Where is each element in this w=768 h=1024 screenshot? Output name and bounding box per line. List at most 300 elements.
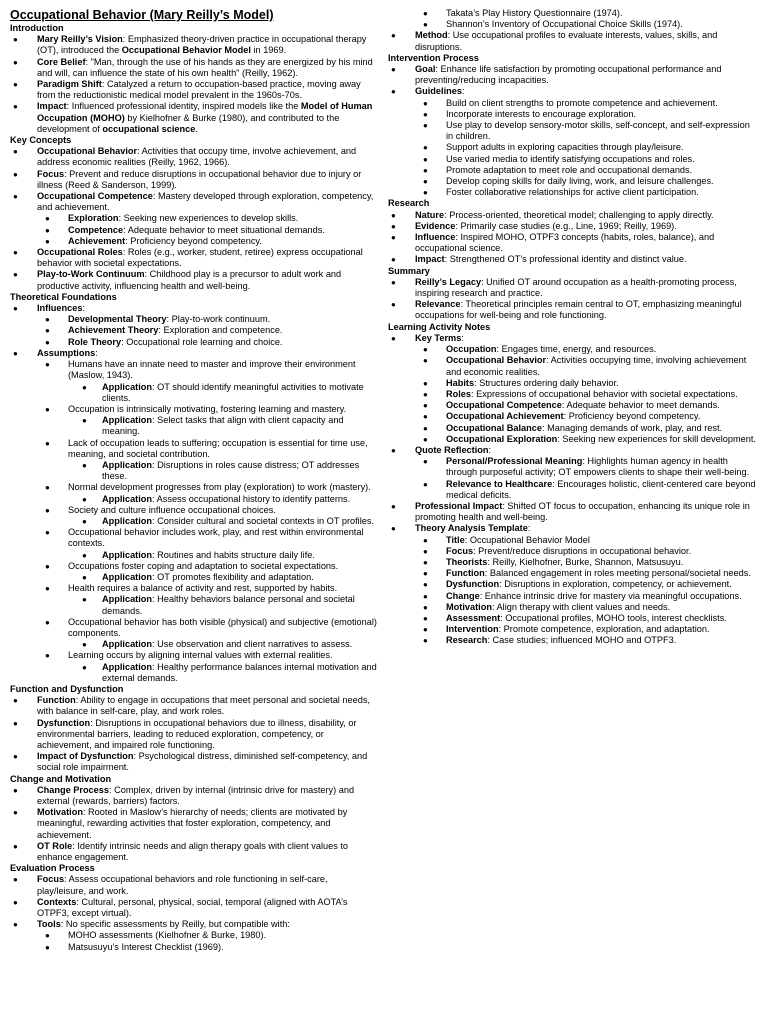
term-label: Reilly’s Legacy — [415, 276, 482, 287]
item-text: : — [95, 347, 98, 358]
bullet-icon: ● — [13, 785, 18, 795]
bullet-icon: ● — [423, 434, 428, 444]
list-item — [388, 333, 758, 344]
item-text: : Consider cultural and societal contexts in OT profiles. — [152, 515, 374, 526]
item-text: : Healthy behaviors balance personal and societal demands. — [102, 594, 355, 616]
item-text: : Promote competence, exploration, and adaptation. — [498, 624, 710, 635]
list-item — [388, 176, 758, 187]
item-text: Incorporate interests to encourage exploration. — [446, 108, 636, 119]
term-label: Focus — [446, 545, 474, 556]
bullet-icon: ● — [82, 572, 87, 582]
item-text: : Cultural, personal, physical, social, temporal (aligned with AOTA’s OTPF3, except virtual). — [37, 896, 348, 919]
list-item — [10, 718, 378, 752]
bullet-icon: ● — [13, 841, 18, 851]
bullet-icon: ● — [13, 752, 18, 762]
section-heading: Theoretical Foundations — [10, 291, 117, 302]
item-text: Normal development progresses from play (exploration) to work (mastery). — [68, 482, 371, 493]
item-text: : Managing demands of work, play, and rest. — [542, 422, 723, 433]
item-text: : Use occupational profiles to evaluate interests, values, skills, and disruptions. — [415, 30, 718, 52]
list-item — [388, 479, 758, 501]
list-item — [10, 751, 378, 773]
item-text: Learning occurs by aligning internal values with external realities. — [68, 650, 333, 661]
item-text: : Disruptions in exploration, competency, or achievement. — [499, 579, 732, 590]
section-heading: Intervention Process — [388, 52, 479, 63]
section-heading: Research — [388, 198, 430, 209]
term-label: Professional Impact — [415, 500, 503, 511]
section-heading: Change and Motivation — [10, 773, 112, 784]
item-text: : Healthy performance balances internal motivation and external demands. — [102, 661, 377, 683]
item-text: : Assess occupational history to identify patterns. — [152, 493, 351, 504]
item-text: : Mastery developed through exploration, competency, and achievement. — [37, 191, 374, 213]
term-label: Application — [102, 381, 153, 392]
term-label: Occupational Achievement — [446, 411, 564, 422]
item-text: : Activities that occupy time, involve achievement, and address economic realities (Reilly, 1962, 1966). — [37, 146, 357, 168]
bullet-icon: ● — [13, 57, 18, 67]
list-item — [388, 221, 758, 232]
bullet-icon: ● — [391, 31, 396, 41]
term-label: Achievement — [68, 235, 126, 246]
list-item — [10, 897, 378, 919]
item-text: : — [527, 523, 531, 534]
item-text: : Psychological distress, diminished self-competency, and social role impairment. — [37, 751, 368, 773]
bullet-icon: ● — [82, 382, 87, 392]
bullet-icon: ● — [423, 423, 428, 433]
list-item — [388, 568, 758, 579]
bullet-icon: ● — [391, 221, 396, 231]
item-text: : Proficiency beyond competency. — [125, 235, 262, 246]
item-text: : Unified OT around occupation as a health-promoting process, inspiring research and practice. — [415, 276, 737, 299]
list-item — [388, 277, 758, 299]
list-item — [10, 404, 378, 415]
list-item — [10, 874, 378, 896]
term-label: Impact — [37, 101, 67, 112]
list-item — [10, 695, 378, 717]
bullet-icon: ● — [423, 591, 428, 601]
list-item — [10, 617, 378, 639]
list-item — [10, 583, 378, 594]
bullet-icon: ● — [423, 188, 428, 198]
term-label: Occupational Behavior — [37, 146, 138, 157]
list-item — [10, 169, 378, 191]
term-label: Function — [446, 568, 485, 579]
term-label: Model of Human Occupation (MOHO) — [37, 101, 373, 123]
list-item — [388, 602, 758, 613]
term-label: Application — [102, 459, 153, 470]
bullet-icon: ● — [391, 277, 396, 287]
list-item — [388, 635, 758, 646]
list-item — [10, 505, 378, 516]
bullet-icon: ● — [423, 479, 428, 489]
section-heading: Summary — [388, 265, 430, 276]
list-item — [10, 325, 378, 336]
item-text: : Prevent and reduce disruptions in occupational behavior due to injury or illness (Reed & Sanderson, 1999). — [37, 168, 362, 190]
list-item — [388, 187, 758, 198]
list-item — [10, 594, 378, 616]
bullet-icon: ● — [13, 147, 18, 157]
bullet-icon: ● — [45, 651, 50, 661]
list-item — [10, 236, 378, 247]
item-text: : Strengthened OT’s professional identity and distinct value. — [444, 254, 687, 265]
item-text: . — [195, 123, 198, 134]
list-item — [388, 109, 758, 120]
list-item — [388, 299, 758, 321]
list-item — [10, 550, 378, 561]
list-item — [388, 8, 758, 19]
term-label: Intervention — [446, 624, 499, 635]
item-text: : Expressions of occupational behavior with societal expectations. — [471, 388, 738, 399]
bullet-icon: ● — [423, 636, 428, 646]
bullet-icon: ● — [391, 255, 396, 265]
term-label: Application — [102, 594, 153, 605]
list-item — [10, 807, 378, 841]
bullet-icon: ● — [423, 109, 428, 119]
item-text: : Theoretical principles remain central to OT, emphasizing meaningful occupations for well-being and role functioning. — [415, 299, 742, 321]
item-text: Promote adaptation to meet role and occupational demands. — [446, 164, 693, 175]
list-item — [10, 572, 378, 583]
section-heading: Key Concepts — [10, 135, 72, 146]
bullet-icon: ● — [45, 617, 50, 627]
item-text: : Process-oriented, theoretical model; challenging to apply directly. — [444, 209, 714, 220]
bullet-icon: ● — [45, 337, 50, 347]
item-text: Occupational behavior includes work, play, and rest within environmental contexts. — [68, 527, 364, 549]
term-label: Tools — [37, 919, 61, 930]
bullet-icon: ● — [13, 192, 18, 202]
list-item — [10, 303, 378, 314]
bullet-icon: ● — [391, 210, 396, 220]
list-item — [10, 639, 378, 650]
term-label: Relevance — [415, 299, 461, 310]
item-text: : Identify intrinsic needs and align therapy goals with client values to enhance engagement. — [37, 840, 349, 863]
bullet-icon: ● — [423, 613, 428, 623]
term-label: Impact — [415, 254, 445, 265]
list-item — [10, 942, 378, 953]
list-item — [10, 101, 378, 135]
bullet-icon: ● — [391, 87, 396, 97]
bullet-icon: ● — [13, 304, 18, 314]
list-item — [10, 359, 378, 381]
list-item — [388, 154, 758, 165]
term-label: Dysfunction — [37, 717, 91, 728]
list-item — [10, 247, 378, 269]
list-item — [10, 561, 378, 572]
bullet-icon: ● — [82, 516, 87, 526]
item-text: : "Man, through the use of his hands as they are energized by his mind and will, can influence the state of his own health" (Reilly, 1962). — [37, 56, 373, 78]
item-text: : Activities occupying time, involving achievement and economic realities. — [446, 355, 747, 377]
list-item — [388, 86, 758, 97]
item-text: Occupation is intrinsically motivating, fostering learning and mastery. — [68, 403, 347, 414]
list-item — [388, 30, 758, 52]
list-item — [10, 382, 378, 404]
bullet-icon: ● — [423, 121, 428, 131]
document-title: Occupational Behavior (Mary Reilly’s Model) — [10, 8, 274, 22]
term-label: Occupational Roles — [37, 247, 123, 258]
bullet-icon: ● — [423, 557, 428, 567]
item-text: : Seeking new experiences for skill development. — [557, 433, 756, 444]
bullet-icon: ● — [45, 404, 50, 414]
term-label: occupational science — [102, 123, 196, 134]
right-column — [388, 8, 758, 647]
list-item — [388, 591, 758, 602]
term-label: Application — [102, 549, 153, 560]
list-item — [388, 232, 758, 254]
list-item — [388, 355, 758, 377]
item-text: : Reilly, Kielhofner, Burke, Shannon, Matsusuyu. — [487, 556, 684, 567]
term-label: Assumptions — [37, 347, 96, 358]
item-text: : Enhance intrinsic drive for mastery via meaningful occupations. — [479, 590, 742, 601]
term-label: Method — [415, 30, 448, 41]
item-text: : Enhance life satisfaction by promoting occupational performance and preventing/reducing incapacities. — [415, 64, 722, 86]
item-text: : Rooted in Maslow’s hierarchy of needs; clients are motivated by meaningful, rewarding activities that foster exploration, competency, and achievement. — [37, 807, 348, 840]
term-label: Application — [102, 515, 153, 526]
bullet-icon: ● — [13, 270, 18, 280]
list-item — [10, 516, 378, 527]
term-label: Occupational Exploration — [446, 433, 558, 444]
term-label: Exploration — [68, 213, 119, 224]
item-text: : Influenced professional identity, inspired models like the — [66, 101, 301, 112]
bullet-icon: ● — [13, 718, 18, 728]
list-item — [388, 142, 758, 153]
term-label: Contexts — [37, 896, 77, 907]
list-item — [10, 57, 378, 79]
list-item — [10, 841, 378, 863]
item-text: : Use observation and client narratives to assess. — [152, 639, 353, 650]
section-heading: Introduction — [10, 23, 64, 33]
item-text: Shannon’s Inventory of Occupational Choice Skills (1974). — [446, 19, 683, 30]
bullet-icon: ● — [423, 401, 428, 411]
term-label: Roles — [446, 388, 472, 399]
term-label: Occupational Balance — [446, 422, 542, 433]
bullet-icon: ● — [423, 154, 428, 164]
item-text: Use varied media to identify satisfying occupations and roles. — [446, 153, 695, 164]
section-heading: Learning Activity Notes — [388, 321, 491, 332]
bullet-icon: ● — [82, 662, 87, 672]
list-item — [10, 225, 378, 236]
list-item — [10, 438, 378, 460]
bullet-icon: ● — [423, 177, 428, 187]
term-label: Occupational Competence — [446, 400, 562, 411]
list-item — [10, 269, 378, 291]
bullet-icon: ● — [423, 546, 428, 556]
list-item — [388, 98, 758, 109]
bullet-icon: ● — [423, 389, 428, 399]
bullet-icon: ● — [391, 233, 396, 243]
item-text: Foster collaborative relationships for active client participation. — [446, 187, 699, 198]
bullet-icon: ● — [423, 143, 428, 153]
list-item — [10, 146, 378, 168]
item-text: Humans have an innate need to master and improve their environment (Maslow, 1943). — [68, 359, 356, 381]
bullet-icon: ● — [45, 584, 50, 594]
list-item — [388, 535, 758, 546]
term-label: Application — [102, 415, 153, 426]
list-item — [10, 415, 378, 437]
term-label: Focus — [37, 874, 65, 885]
bullet-icon: ● — [13, 169, 18, 179]
item-text: : Prevent/reduce disruptions in occupational behavior. — [473, 545, 692, 556]
item-text: : Occupational profiles, MOHO tools, interest checklists. — [500, 612, 727, 623]
bullet-icon: ● — [45, 505, 50, 515]
list-item — [388, 613, 758, 624]
term-label: Theory Analysis Template — [415, 523, 528, 534]
item-text: : OT should identify meaningful activities to motivate clients. — [102, 381, 364, 403]
item-text: : Engages time, energy, and resources. — [496, 344, 657, 355]
item-text: : Disruptions in occupational behaviors due to illness, disability, or environmental barriers, leading to reduced exploration, competency, or achievement, and impaired role functioning. — [37, 717, 357, 750]
term-label: Dysfunction — [446, 579, 500, 590]
list-item — [10, 460, 378, 482]
bullet-icon: ● — [45, 528, 50, 538]
section-heading: Evaluation Process — [10, 863, 95, 874]
term-label: Guidelines — [415, 86, 462, 97]
term-label: Occupational Behavior — [446, 355, 547, 366]
item-text: : Catalyzed a return to occupation-based practice, moving away from the reductionistic medical model prevalent in the 1960s-70s. — [37, 79, 361, 101]
bullet-icon: ● — [13, 696, 18, 706]
list-item — [388, 624, 758, 635]
bullet-icon: ● — [423, 9, 428, 18]
item-text: : Encourages holistic, client-centered care beyond medical deficits. — [446, 478, 756, 500]
term-label: Paradigm Shift — [37, 79, 102, 90]
item-text: : Play-to-work continuum. — [166, 314, 271, 325]
term-label: Habits — [446, 377, 475, 388]
list-item — [10, 482, 378, 493]
bullet-icon: ● — [13, 920, 18, 930]
term-label: Influences — [37, 303, 83, 314]
term-label: Goal — [415, 64, 436, 75]
list-item — [388, 210, 758, 221]
item-text: : Occupational Behavior Model — [464, 534, 590, 545]
term-label: Application — [102, 639, 153, 650]
term-label: Change Process — [37, 784, 109, 795]
term-label: Influence — [415, 232, 456, 243]
bullet-icon: ● — [82, 595, 87, 605]
list-item — [388, 546, 758, 557]
bullet-icon: ● — [423, 580, 428, 590]
term-label: Developmental Theory — [68, 314, 167, 325]
list-item — [388, 120, 758, 142]
bullet-icon: ● — [13, 897, 18, 907]
list-item — [10, 34, 378, 56]
item-text: Matsusuyu’s Interest Checklist (1969). — [68, 941, 224, 952]
list-item — [10, 337, 378, 348]
list-item — [10, 314, 378, 325]
term-label: Evidence — [415, 220, 456, 231]
list-item — [388, 389, 758, 400]
bullet-icon: ● — [423, 535, 428, 545]
bullet-icon: ● — [423, 356, 428, 366]
term-label: Key Terms — [415, 332, 462, 343]
term-label: Occupational Competence — [37, 191, 153, 202]
term-label: Achievement Theory — [68, 325, 159, 336]
item-text: Develop coping skills for daily living, work, and leisure challenges. — [446, 176, 714, 187]
list-item — [388, 64, 758, 86]
bullet-icon: ● — [13, 102, 18, 112]
list-item — [388, 400, 758, 411]
list-item — [10, 662, 378, 684]
item-text: : Routines and habits structure daily life. — [152, 549, 315, 560]
list-item — [10, 919, 378, 930]
list-item — [10, 785, 378, 807]
item-text: Lack of occupation leads to suffering; occupation is essential for time use, meaning, and societal contribution. — [68, 437, 368, 459]
term-label: Core Belief — [37, 56, 86, 67]
term-label: Competence — [68, 224, 124, 235]
list-item — [388, 254, 758, 265]
term-label: Play-to-Work Continuum — [37, 269, 145, 280]
item-text: : Balanced engagement in roles meeting personal/societal needs. — [484, 568, 751, 579]
bullet-icon: ● — [423, 602, 428, 612]
term-label: Title — [446, 534, 465, 545]
term-label: Relevance to Healthcare — [446, 478, 553, 489]
term-label: Motivation — [446, 601, 492, 612]
item-text: : Childhood play is a precursor to adult work and productive activity, influencing health and well-being. — [37, 269, 342, 291]
item-text: : Highlights human agency in health through purposeful activity; OT empowers clients to shape their well-being. — [446, 456, 750, 478]
bullet-icon: ● — [13, 248, 18, 258]
bullet-icon: ● — [45, 942, 50, 952]
bullet-icon: ● — [13, 80, 18, 90]
bullet-icon: ● — [391, 333, 396, 343]
item-text: : Disruptions in roles cause distress; OT addresses these. — [102, 459, 360, 482]
list-item — [388, 378, 758, 389]
item-text: : OT promotes flexibility and adaptation. — [152, 571, 314, 582]
item-text: : No specific assessments by Reilly, but compatible with: — [60, 919, 290, 930]
list-item — [388, 165, 758, 176]
bullet-icon: ● — [13, 875, 18, 885]
item-text: Occupations foster coping and adaptation to societal expectations. — [68, 560, 339, 571]
bullet-icon: ● — [45, 214, 50, 224]
list-item — [10, 191, 378, 213]
item-text: Support adults in exploring capacities through play/leisure. — [446, 142, 684, 153]
term-label: Research — [446, 635, 488, 646]
term-label: Function — [37, 695, 76, 706]
list-item — [388, 423, 758, 434]
bullet-icon: ● — [82, 494, 87, 504]
item-text: : Case studies; influenced MOHO and OTPF3. — [487, 635, 677, 646]
term-label: Mary Reilly’s Vision — [37, 34, 123, 45]
bullet-icon: ● — [45, 931, 50, 941]
term-label: Nature — [415, 209, 445, 220]
item-text: : Assess occupational behaviors and role functioning in self-care, play/leisure, and work. — [37, 874, 328, 896]
bullet-icon: ● — [423, 625, 428, 635]
item-text: Health requires a balance of activity and rest, supported by habits. — [68, 583, 338, 594]
term-label: Theorists — [446, 556, 488, 567]
term-label: Occupation — [446, 344, 497, 355]
bullet-icon: ● — [45, 483, 50, 493]
list-item — [10, 650, 378, 661]
item-text: : Align therapy with client values and needs. — [491, 601, 671, 612]
bullet-icon: ● — [423, 20, 428, 30]
list-item — [10, 213, 378, 224]
item-text: : Emphasized theory-driven practice in occupational therapy (OT), introduced the — [37, 34, 367, 56]
list-item — [10, 79, 378, 101]
bullet-icon: ● — [423, 98, 428, 108]
bullet-icon: ● — [45, 561, 50, 571]
bullet-icon: ● — [13, 808, 18, 818]
item-text: Use play to develop sensory-motor skills, self-concept, and self-expression in children. — [446, 120, 750, 142]
bullet-icon: ● — [13, 35, 18, 45]
item-text: Society and culture influence occupational choices. — [68, 504, 276, 515]
term-label: Personal/Professional Meaning — [446, 456, 583, 467]
bullet-icon: ● — [45, 360, 50, 370]
list-item — [388, 523, 758, 534]
list-item — [388, 579, 758, 590]
bullet-icon: ● — [423, 378, 428, 388]
term-label: Impact of Dysfunction — [37, 751, 134, 762]
item-text: : Roles (e.g., worker, student, retiree) express occupational behavior with societal expectations. — [37, 247, 363, 269]
term-label: Assessment — [446, 612, 501, 623]
bullet-icon: ● — [45, 326, 50, 336]
item-text: in 1969. — [250, 45, 287, 56]
list-item — [388, 445, 758, 456]
item-text: by Kielhofner & Burke (1980), and contributed to the development of — [37, 112, 340, 134]
bullet-icon: ● — [13, 348, 18, 358]
item-text: : Exploration and competence. — [158, 325, 283, 336]
